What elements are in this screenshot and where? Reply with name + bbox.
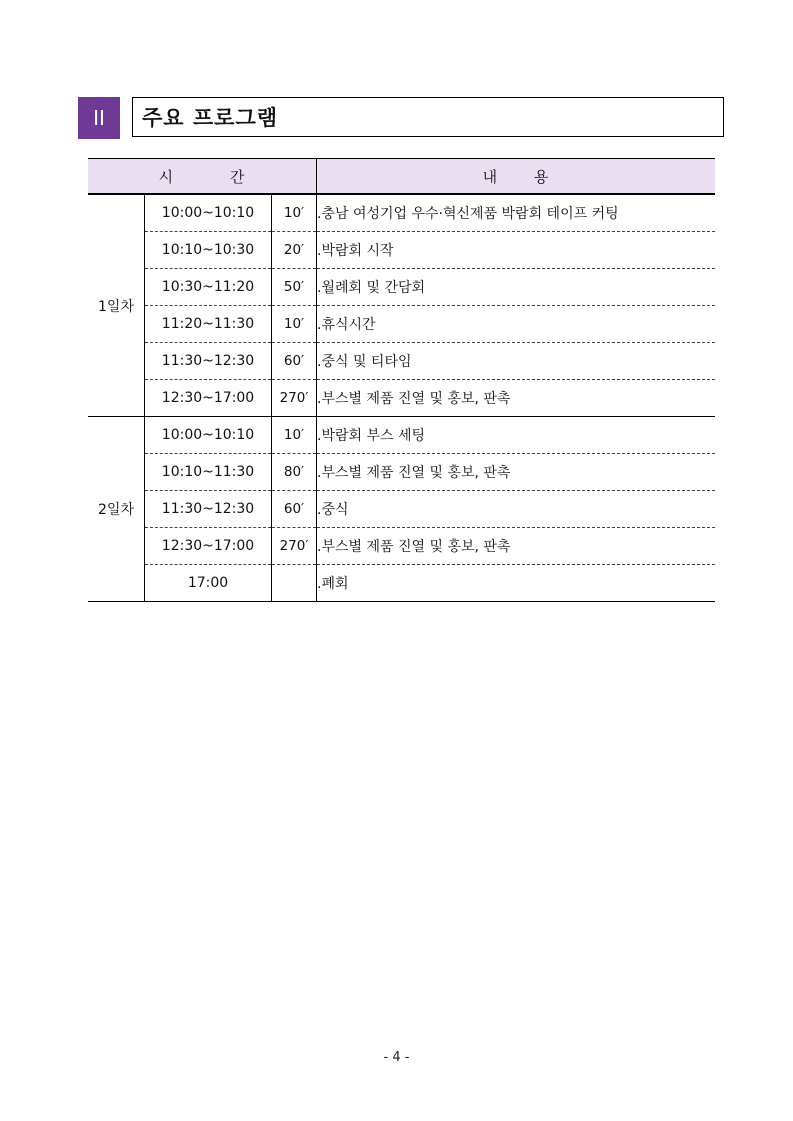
page-number: - 4 - bbox=[383, 1050, 410, 1065]
program-description: .부스별 제품 진열 및 홍보, 판촉 bbox=[317, 454, 716, 491]
time-range: 12:30~17:00 bbox=[145, 380, 272, 417]
duration: 60′ bbox=[272, 491, 317, 528]
time-range: 11:20~11:30 bbox=[145, 306, 272, 343]
program-description: .부스별 제품 진열 및 홍보, 판촉 bbox=[317, 380, 716, 417]
day-label: 1일차 bbox=[88, 194, 145, 417]
time-range: 10:00~10:10 bbox=[145, 194, 272, 232]
duration: 50′ bbox=[272, 269, 317, 306]
program-description: .월례회 및 간담회 bbox=[317, 269, 716, 306]
table-header-row bbox=[88, 159, 715, 195]
time-range: 10:30~11:20 bbox=[145, 269, 272, 306]
time-range: 10:00~10:10 bbox=[145, 417, 272, 454]
table-row bbox=[88, 417, 715, 454]
table-row bbox=[88, 306, 715, 343]
table-row bbox=[88, 491, 715, 528]
time-range: 11:30~12:30 bbox=[145, 491, 272, 528]
table-row bbox=[88, 528, 715, 565]
program-description: .중식 및 티타임 bbox=[317, 343, 716, 380]
duration: 10′ bbox=[272, 306, 317, 343]
program-description: .박람회 시작 bbox=[317, 232, 716, 269]
time-range: 12:30~17:00 bbox=[145, 528, 272, 565]
table-row bbox=[88, 565, 715, 602]
table-row bbox=[88, 232, 715, 269]
time-column-header: 시 간 bbox=[88, 159, 317, 195]
table-row bbox=[88, 194, 715, 232]
day-label: 2일차 bbox=[88, 417, 145, 602]
time-range: 11:30~12:30 bbox=[145, 343, 272, 380]
duration: 60′ bbox=[272, 343, 317, 380]
program-description: .휴식시간 bbox=[317, 306, 716, 343]
duration: 10′ bbox=[272, 194, 317, 232]
program-description: .부스별 제품 진열 및 홍보, 판촉 bbox=[317, 528, 716, 565]
program-description: .폐회 bbox=[317, 565, 716, 602]
table-row bbox=[88, 343, 715, 380]
duration: 270′ bbox=[272, 528, 317, 565]
duration: 270′ bbox=[272, 380, 317, 417]
program-schedule-table bbox=[88, 158, 715, 602]
table-row bbox=[88, 454, 715, 491]
section-title-box bbox=[132, 97, 724, 137]
program-description: .박람회 부스 세팅 bbox=[317, 417, 716, 454]
time-range: 10:10~10:30 bbox=[145, 232, 272, 269]
time-range: 17:00 bbox=[145, 565, 272, 602]
table-row bbox=[88, 269, 715, 306]
section-title: 주요 프로그램 bbox=[142, 106, 279, 130]
content-column-header: 내 용 bbox=[317, 159, 716, 195]
section-header bbox=[78, 97, 715, 139]
duration: 20′ bbox=[272, 232, 317, 269]
table-row bbox=[88, 380, 715, 417]
duration: 10′ bbox=[272, 417, 317, 454]
program-description: .중식 bbox=[317, 491, 716, 528]
duration: 80′ bbox=[272, 454, 317, 491]
section-number-badge: II bbox=[78, 97, 120, 139]
program-description: .충남 여성기업 우수·혁신제품 박람회 테이프 커팅 bbox=[317, 194, 716, 232]
time-range: 10:10~11:30 bbox=[145, 454, 272, 491]
duration bbox=[272, 565, 317, 602]
